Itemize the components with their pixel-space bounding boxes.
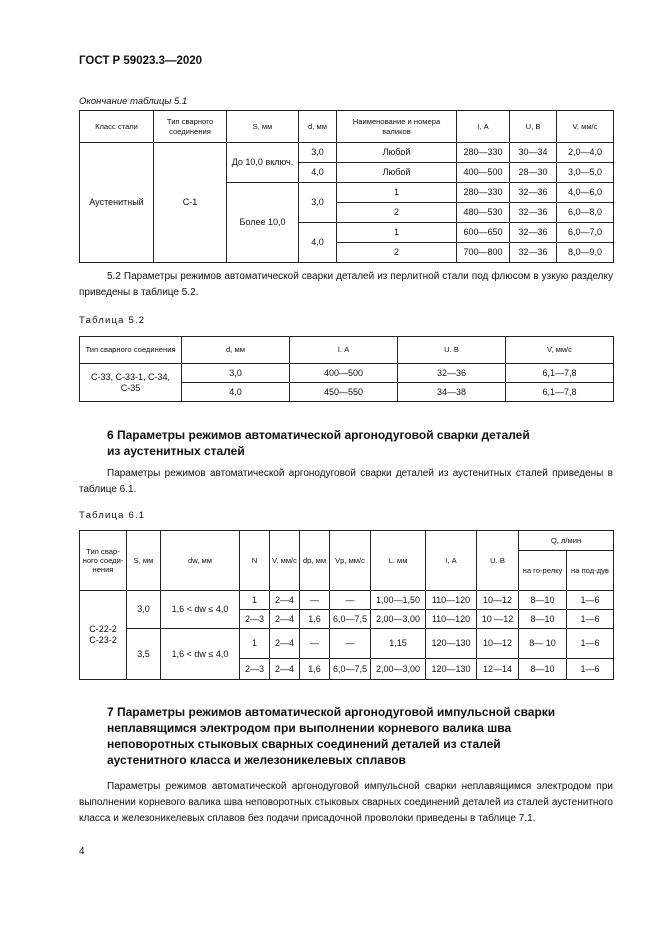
i-cell: 110—120 xyxy=(426,591,477,610)
paragraph-5-2: 5.2 Параметры режимов автоматической сварки деталей из перлитной стали под флюсом в узкую разделку приведены в таблице 5.2. xyxy=(79,271,613,298)
joint-types-cell: С-33, С-33-1, С-34, С-35 xyxy=(80,364,182,402)
u-cell: 32—36 xyxy=(510,223,557,243)
u-cell: 32—36 xyxy=(510,203,557,223)
bead-cell: Любой xyxy=(337,163,457,183)
v-cell: 6,1—7,8 xyxy=(506,383,614,402)
bead-cell: 1 xyxy=(337,223,457,243)
joint-type-cell: С-1 xyxy=(154,143,227,263)
i-cell: 600—650 xyxy=(457,223,510,243)
header-dp: dp, мм xyxy=(300,531,330,591)
header-s: S, мм xyxy=(127,531,161,591)
d-cell: 4,0 xyxy=(299,163,337,183)
dp-cell: 1,6 xyxy=(300,610,330,629)
header-s: S, мм xyxy=(227,111,299,143)
d-cell: 4,0 xyxy=(182,383,290,402)
vp-cell: 6,0—7,5 xyxy=(330,610,371,629)
header-joint-type: Тип свар-ного соеди-нения xyxy=(80,531,127,591)
section-6-text: Параметры режимов автоматической аргонодуговой сварки деталей из аустенитных сталей приведены в таблице 6.1. xyxy=(79,468,613,495)
table-row xyxy=(80,143,614,163)
i-cell: 400—500 xyxy=(290,364,398,383)
table-6-1 xyxy=(79,530,614,680)
l-cell: 2,00—3,00 xyxy=(371,610,426,629)
n-cell: 1 xyxy=(240,629,270,659)
bead-cell: 2 xyxy=(337,243,457,263)
table-5-2-caption: Таблица 5.2 xyxy=(79,315,146,326)
table-6-1-caption: Таблица 6.1 xyxy=(79,510,146,521)
header-n: N xyxy=(240,531,270,591)
v-cell: 6,0—8,0 xyxy=(557,203,614,223)
section-6-heading-line1: 6 Параметры режимов автоматической аргонодуговой сварки деталей xyxy=(107,428,530,442)
bead-cell: 2 xyxy=(337,203,457,223)
header-v: V, мм/с xyxy=(506,337,614,364)
table-row xyxy=(80,591,614,610)
header-v: V. мм/с xyxy=(557,111,614,143)
v-cell: 6,0—7,0 xyxy=(557,223,614,243)
bead-cell: 1 xyxy=(337,183,457,203)
v-cell: 2—4 xyxy=(270,591,300,610)
i-cell: 120—130 xyxy=(426,659,477,680)
dw-range-cell: 1,6 < dw ≤ 4,0 xyxy=(161,629,240,680)
d-cell: 3,0 xyxy=(299,143,337,163)
l-cell: 1,15 xyxy=(371,629,426,659)
s-cell: 3,0 xyxy=(127,591,161,629)
header-i: I. А xyxy=(290,337,398,364)
s-cell: 3,5 xyxy=(127,629,161,680)
header-i: I, А xyxy=(457,111,510,143)
q-burner-cell: 8—10 xyxy=(519,610,567,629)
i-cell: 280—330 xyxy=(457,183,510,203)
i-cell: 120—130 xyxy=(426,629,477,659)
header-q-burner: на го-релку xyxy=(519,551,567,591)
section-7-heading: 7 Параметры режимов автоматической аргонодуговой импульсной сварки неплавящимся электродом при выполнении корневого валика шва неповоротных стыковых сварных соединений деталей из сталей аустенитного класса и железоникелевых сплавов xyxy=(107,705,556,767)
u-cell: 10 —12 xyxy=(477,610,519,629)
i-cell: 480—530 xyxy=(457,203,510,223)
header-d: d, мм xyxy=(182,337,290,364)
u-cell: 30—34 xyxy=(510,143,557,163)
v-cell: 3,0—5,0 xyxy=(557,163,614,183)
u-cell: 32—36 xyxy=(510,243,557,263)
q-backing-cell: 1—6 xyxy=(567,629,614,659)
q-burner-cell: 8—10 xyxy=(519,659,567,680)
n-cell: 2—3 xyxy=(240,659,270,680)
d-cell: 3,0 xyxy=(299,183,337,223)
u-cell: 28—30 xyxy=(510,163,557,183)
header-u: U. В xyxy=(398,337,506,364)
i-cell: 280—330 xyxy=(457,143,510,163)
s-small-cell: До 10,0 включ. xyxy=(227,143,299,183)
table-5-1 xyxy=(79,110,614,263)
l-cell: 2,00—3,00 xyxy=(371,659,426,680)
section-7-text: Параметры режимов автоматической аргонодуговой импульсной сварки неплавящимся электродом при выполнении корневого валика шва неповоротных стыковых сварных соединений деталей из сталей аустенитного класса и железоникелевых сплавов без подачи присадочной проволоки приведены в таблице 7.1. xyxy=(79,781,613,824)
header-v: V, мм/с xyxy=(270,531,300,591)
header-d: d, мм xyxy=(299,111,337,143)
section-6-heading xyxy=(79,427,613,459)
v-cell: 2—4 xyxy=(270,629,300,659)
i-cell: 110—120 xyxy=(426,610,477,629)
dw-range-cell: 1,6 < dw ≤ 4,0 xyxy=(161,591,240,629)
v-cell: 4,0—6,0 xyxy=(557,183,614,203)
table-5-1-caption: Окончание таблицы 5.1 xyxy=(79,96,188,107)
u-cell: 32—36 xyxy=(510,183,557,203)
table-5-2 xyxy=(79,336,614,402)
l-cell: 1,00—1,50 xyxy=(371,591,426,610)
q-backing-cell: 1—6 xyxy=(567,610,614,629)
header-joint-type: Тип сварного соединения xyxy=(80,337,182,364)
u-cell: 34—38 xyxy=(398,383,506,402)
vp-cell: — xyxy=(330,591,371,610)
header-steel-class: Класс стали xyxy=(80,111,154,143)
header-dw: dw, мм xyxy=(161,531,240,591)
u-cell: 10—12 xyxy=(477,629,519,659)
v-cell: 6,1—7,8 xyxy=(506,364,614,383)
s-large-cell: Более 10,0 xyxy=(227,183,299,263)
header-vp: Vp, мм/с xyxy=(330,531,371,591)
header-u: U, В xyxy=(510,111,557,143)
v-cell: 8,0—9,0 xyxy=(557,243,614,263)
vp-cell: 6,0—7,5 xyxy=(330,659,371,680)
v-cell: 2—4 xyxy=(270,610,300,629)
dp-cell: — xyxy=(300,591,330,610)
u-cell: 12—14 xyxy=(477,659,519,680)
document-code: ГОСТ Р 59023.3—2020 xyxy=(79,55,203,67)
v-cell: 2—4 xyxy=(270,659,300,680)
section-6-heading-line2: из аустенитных сталей xyxy=(107,444,245,458)
u-cell: 10—12 xyxy=(477,591,519,610)
header-joint-type: Тип сварного соединения xyxy=(154,111,227,143)
i-cell: 400—500 xyxy=(457,163,510,183)
n-cell: 2—3 xyxy=(240,610,270,629)
joint-types-cell: С-22-2 С-23-2 xyxy=(80,591,127,680)
n-cell: 1 xyxy=(240,591,270,610)
u-cell: 32—36 xyxy=(398,364,506,383)
d-cell: 4,0 xyxy=(299,223,337,263)
steel-class-cell: Аустенитный xyxy=(80,143,154,263)
q-backing-cell: 1—6 xyxy=(567,591,614,610)
dp-cell: — xyxy=(300,629,330,659)
table-row xyxy=(80,364,614,383)
page-number: 4 xyxy=(79,846,85,857)
q-burner-cell: 8— 10 xyxy=(519,629,567,659)
i-cell: 700—800 xyxy=(457,243,510,263)
table-row xyxy=(80,629,614,659)
bead-cell: Любой xyxy=(337,143,457,163)
dp-cell: 1,6 xyxy=(300,659,330,680)
v-cell: 2,0—4,0 xyxy=(557,143,614,163)
header-q: Q, л/мин xyxy=(519,531,614,551)
header-i: I, А xyxy=(426,531,477,591)
d-cell: 3,0 xyxy=(182,364,290,383)
i-cell: 450—550 xyxy=(290,383,398,402)
header-l: L. мм xyxy=(371,531,426,591)
q-burner-cell: 8—10 xyxy=(519,591,567,610)
q-backing-cell: 1—6 xyxy=(567,659,614,680)
header-beads: Наименование и номера валиков xyxy=(337,111,457,143)
vp-cell: — xyxy=(330,629,371,659)
header-q-backing: на под-дув xyxy=(567,551,614,591)
header-u: U. В xyxy=(477,531,519,591)
